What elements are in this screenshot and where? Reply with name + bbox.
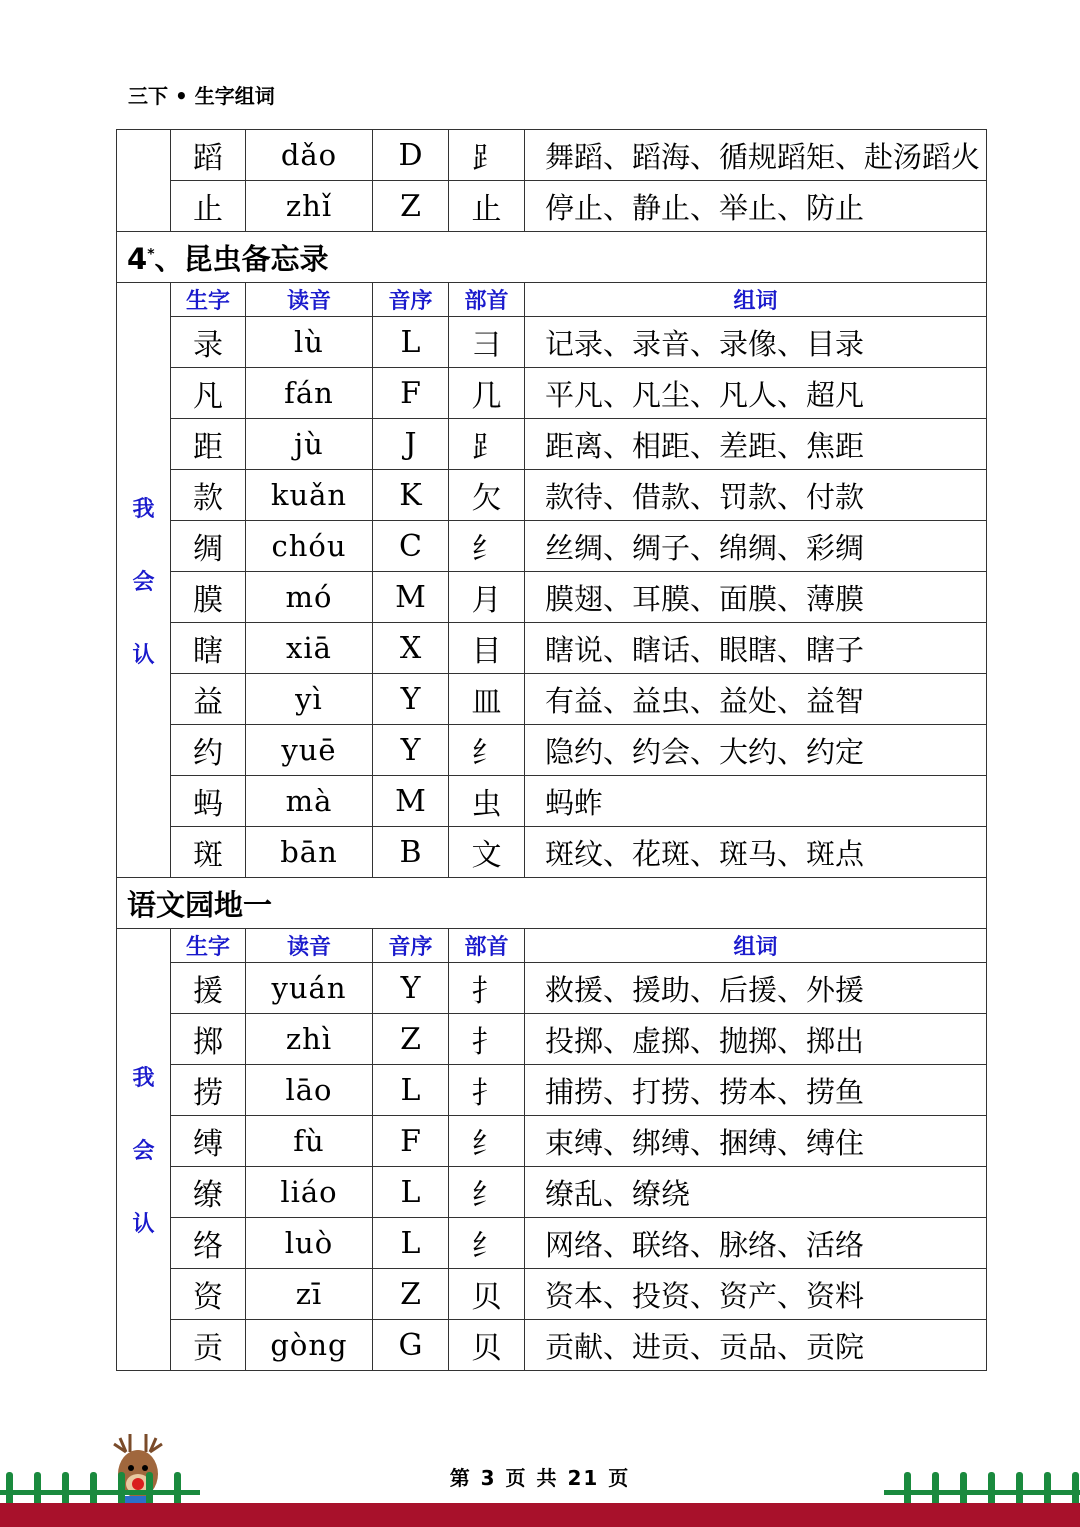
section-title-mark: * — [147, 245, 155, 262]
pinyin-cell: dǎo — [246, 130, 373, 181]
section-title-row — [117, 232, 987, 283]
table-row — [117, 521, 987, 572]
char-cell: 缭 — [171, 1167, 246, 1218]
initial-cell: L — [373, 1065, 449, 1116]
words-cell: 捕捞、打捞、捞本、捞鱼 — [525, 1065, 987, 1116]
pinyin-cell: mà — [246, 776, 373, 827]
char-cell: 掷 — [171, 1014, 246, 1065]
words-cell: 瞎说、瞎话、眼瞎、瞎子 — [525, 623, 987, 674]
initial-cell: Z — [373, 1269, 449, 1320]
table-row — [117, 368, 987, 419]
section-label-char: 我 — [132, 1066, 155, 1091]
initial-cell: F — [373, 1116, 449, 1167]
table-row — [117, 470, 987, 521]
pinyin-cell: yuán — [246, 963, 373, 1014]
char-cell: 络 — [171, 1218, 246, 1269]
table-row — [117, 130, 987, 181]
words-cell: 有益、益虫、益处、益智 — [525, 674, 987, 725]
initial-cell: Y — [373, 674, 449, 725]
section-title-row — [117, 878, 987, 929]
radical-cell: 彐 — [449, 317, 525, 368]
column-header-row — [117, 929, 987, 963]
char-cell: 捞 — [171, 1065, 246, 1116]
column-header: 生字 — [171, 283, 246, 317]
char-cell: 膜 — [171, 572, 246, 623]
initial-cell: Y — [373, 963, 449, 1014]
table-row — [117, 181, 987, 232]
char-cell: 瞎 — [171, 623, 246, 674]
pinyin-cell: xiā — [246, 623, 373, 674]
radical-cell: 贝 — [449, 1320, 525, 1371]
char-cell: 款 — [171, 470, 246, 521]
radical-cell: 扌 — [449, 963, 525, 1014]
section-label-char: 会 — [132, 569, 155, 595]
char-cell: 绸 — [171, 521, 246, 572]
pinyin-cell: jù — [246, 419, 373, 470]
initial-cell: F — [373, 368, 449, 419]
words-cell: 救援、援助、后援、外援 — [525, 963, 987, 1014]
initial-cell: Z — [373, 1014, 449, 1065]
column-header: 部首 — [449, 929, 525, 963]
blank-label-cell — [117, 130, 171, 232]
table-row — [117, 963, 987, 1014]
words-cell: 隐约、约会、大约、约定 — [525, 725, 987, 776]
section-title-text: 语文园地一 — [127, 887, 273, 922]
radical-cell: 扌 — [449, 1065, 525, 1116]
table-row — [117, 1320, 987, 1371]
char-cell: 凡 — [171, 368, 246, 419]
char-cell: 援 — [171, 963, 246, 1014]
char-cell: 录 — [171, 317, 246, 368]
column-header: 读音 — [246, 283, 373, 317]
radical-cell: 纟 — [449, 725, 525, 776]
table-row — [117, 1269, 987, 1320]
section-label — [117, 283, 171, 878]
section-title-rest: 、昆虫备忘录 — [154, 241, 329, 276]
words-cell: 网络、联络、脉络、活络 — [525, 1218, 987, 1269]
words-cell: 停止、静止、举止、防止 — [525, 181, 987, 232]
section-title-text: 4 — [127, 241, 148, 276]
radical-cell: 纟 — [449, 1116, 525, 1167]
table-row — [117, 317, 987, 368]
pinyin-cell: lù — [246, 317, 373, 368]
column-header: 读音 — [246, 929, 373, 963]
char-cell: 益 — [171, 674, 246, 725]
radical-cell: 文 — [449, 827, 525, 878]
pinyin-cell: lāo — [246, 1065, 373, 1116]
radical-cell: ⻊ — [449, 419, 525, 470]
table-row — [117, 623, 987, 674]
words-cell: 斑纹、花斑、斑马、斑点 — [525, 827, 987, 878]
char-cell: 斑 — [171, 827, 246, 878]
table-row — [117, 1014, 987, 1065]
section-title — [117, 878, 987, 929]
section-label-char: 会 — [132, 1139, 155, 1164]
char-cell: 资 — [171, 1269, 246, 1320]
column-header: 组词 — [525, 929, 987, 963]
initial-cell: L — [373, 1218, 449, 1269]
page-number: 第 3 页 共 21 页 — [449, 1466, 631, 1490]
pinyin-cell: fù — [246, 1116, 373, 1167]
table-row — [117, 572, 987, 623]
words-cell: 记录、录音、录像、目录 — [525, 317, 987, 368]
table-row — [117, 725, 987, 776]
initial-cell: D — [373, 130, 449, 181]
table-row — [117, 1218, 987, 1269]
column-header: 组词 — [525, 283, 987, 317]
initial-cell: K — [373, 470, 449, 521]
base-bar — [0, 1503, 1080, 1527]
pinyin-cell: yuē — [246, 725, 373, 776]
section-title — [117, 232, 987, 283]
radical-cell: 几 — [449, 368, 525, 419]
words-cell: 资本、投资、资产、资料 — [525, 1269, 987, 1320]
table-row — [117, 419, 987, 470]
radical-cell: 目 — [449, 623, 525, 674]
pinyin-cell: fán — [246, 368, 373, 419]
char-cell: 缚 — [171, 1116, 246, 1167]
pinyin-cell: gòng — [246, 1320, 373, 1371]
initial-cell: X — [373, 623, 449, 674]
pinyin-cell: kuǎn — [246, 470, 373, 521]
char-cell: 止 — [171, 181, 246, 232]
radical-cell: 纟 — [449, 1167, 525, 1218]
char-cell: 约 — [171, 725, 246, 776]
radical-cell: 扌 — [449, 1014, 525, 1065]
table-row — [117, 1167, 987, 1218]
radical-cell: 月 — [449, 572, 525, 623]
initial-cell: J — [373, 419, 449, 470]
words-cell: 投掷、虚掷、抛掷、掷出 — [525, 1014, 987, 1065]
radical-cell: 皿 — [449, 674, 525, 725]
char-cell: 距 — [171, 419, 246, 470]
words-cell: 束缚、绑缚、捆缚、缚住 — [525, 1116, 987, 1167]
pinyin-cell: zhǐ — [246, 181, 373, 232]
initial-cell: Z — [373, 181, 449, 232]
words-cell: 贡献、进贡、贡品、贡院 — [525, 1320, 987, 1371]
initial-cell: G — [373, 1320, 449, 1371]
initial-cell: B — [373, 827, 449, 878]
radical-cell: 欠 — [449, 470, 525, 521]
page-header: 三下 • 生字组词 — [128, 84, 275, 108]
words-cell: 缭乱、缭绕 — [525, 1167, 987, 1218]
pinyin-cell: yì — [246, 674, 373, 725]
words-cell: 款待、借款、罚款、付款 — [525, 470, 987, 521]
section-label-char: 认 — [132, 1212, 155, 1237]
vocab-table — [116, 129, 987, 1371]
table-row — [117, 674, 987, 725]
column-header: 部首 — [449, 283, 525, 317]
words-cell: 膜翅、耳膜、面膜、薄膜 — [525, 572, 987, 623]
column-header: 生字 — [171, 929, 246, 963]
radical-cell: ⻊ — [449, 130, 525, 181]
pinyin-cell: bān — [246, 827, 373, 878]
char-cell: 蚂 — [171, 776, 246, 827]
words-cell: 距离、相距、差距、焦距 — [525, 419, 987, 470]
char-cell: 蹈 — [171, 130, 246, 181]
column-header: 音序 — [373, 283, 449, 317]
initial-cell: Y — [373, 725, 449, 776]
radical-cell: 止 — [449, 181, 525, 232]
pinyin-cell: luò — [246, 1218, 373, 1269]
table-row — [117, 776, 987, 827]
radical-cell: 贝 — [449, 1269, 525, 1320]
initial-cell: C — [373, 521, 449, 572]
pinyin-cell: zhì — [246, 1014, 373, 1065]
section-label-char: 认 — [132, 642, 155, 668]
initial-cell: M — [373, 572, 449, 623]
initial-cell: M — [373, 776, 449, 827]
radical-cell: 纟 — [449, 1218, 525, 1269]
column-header-row — [117, 283, 987, 317]
words-cell: 丝绸、绸子、绵绸、彩绸 — [525, 521, 987, 572]
section-label-char: 我 — [132, 496, 155, 522]
column-header: 音序 — [373, 929, 449, 963]
pinyin-cell: chóu — [246, 521, 373, 572]
radical-cell: 纟 — [449, 521, 525, 572]
table-row — [117, 827, 987, 878]
initial-cell: L — [373, 317, 449, 368]
table-row — [117, 1116, 987, 1167]
section-label — [117, 929, 171, 1371]
words-cell: 舞蹈、蹈海、循规蹈矩、赴汤蹈火 — [525, 130, 987, 181]
pinyin-cell: liáo — [246, 1167, 373, 1218]
pinyin-cell: mó — [246, 572, 373, 623]
words-cell: 蚂蚱 — [525, 776, 987, 827]
pinyin-cell: zī — [246, 1269, 373, 1320]
char-cell: 贡 — [171, 1320, 246, 1371]
words-cell: 平凡、凡尘、凡人、超凡 — [525, 368, 987, 419]
initial-cell: L — [373, 1167, 449, 1218]
table-row — [117, 1065, 987, 1116]
radical-cell: 虫 — [449, 776, 525, 827]
